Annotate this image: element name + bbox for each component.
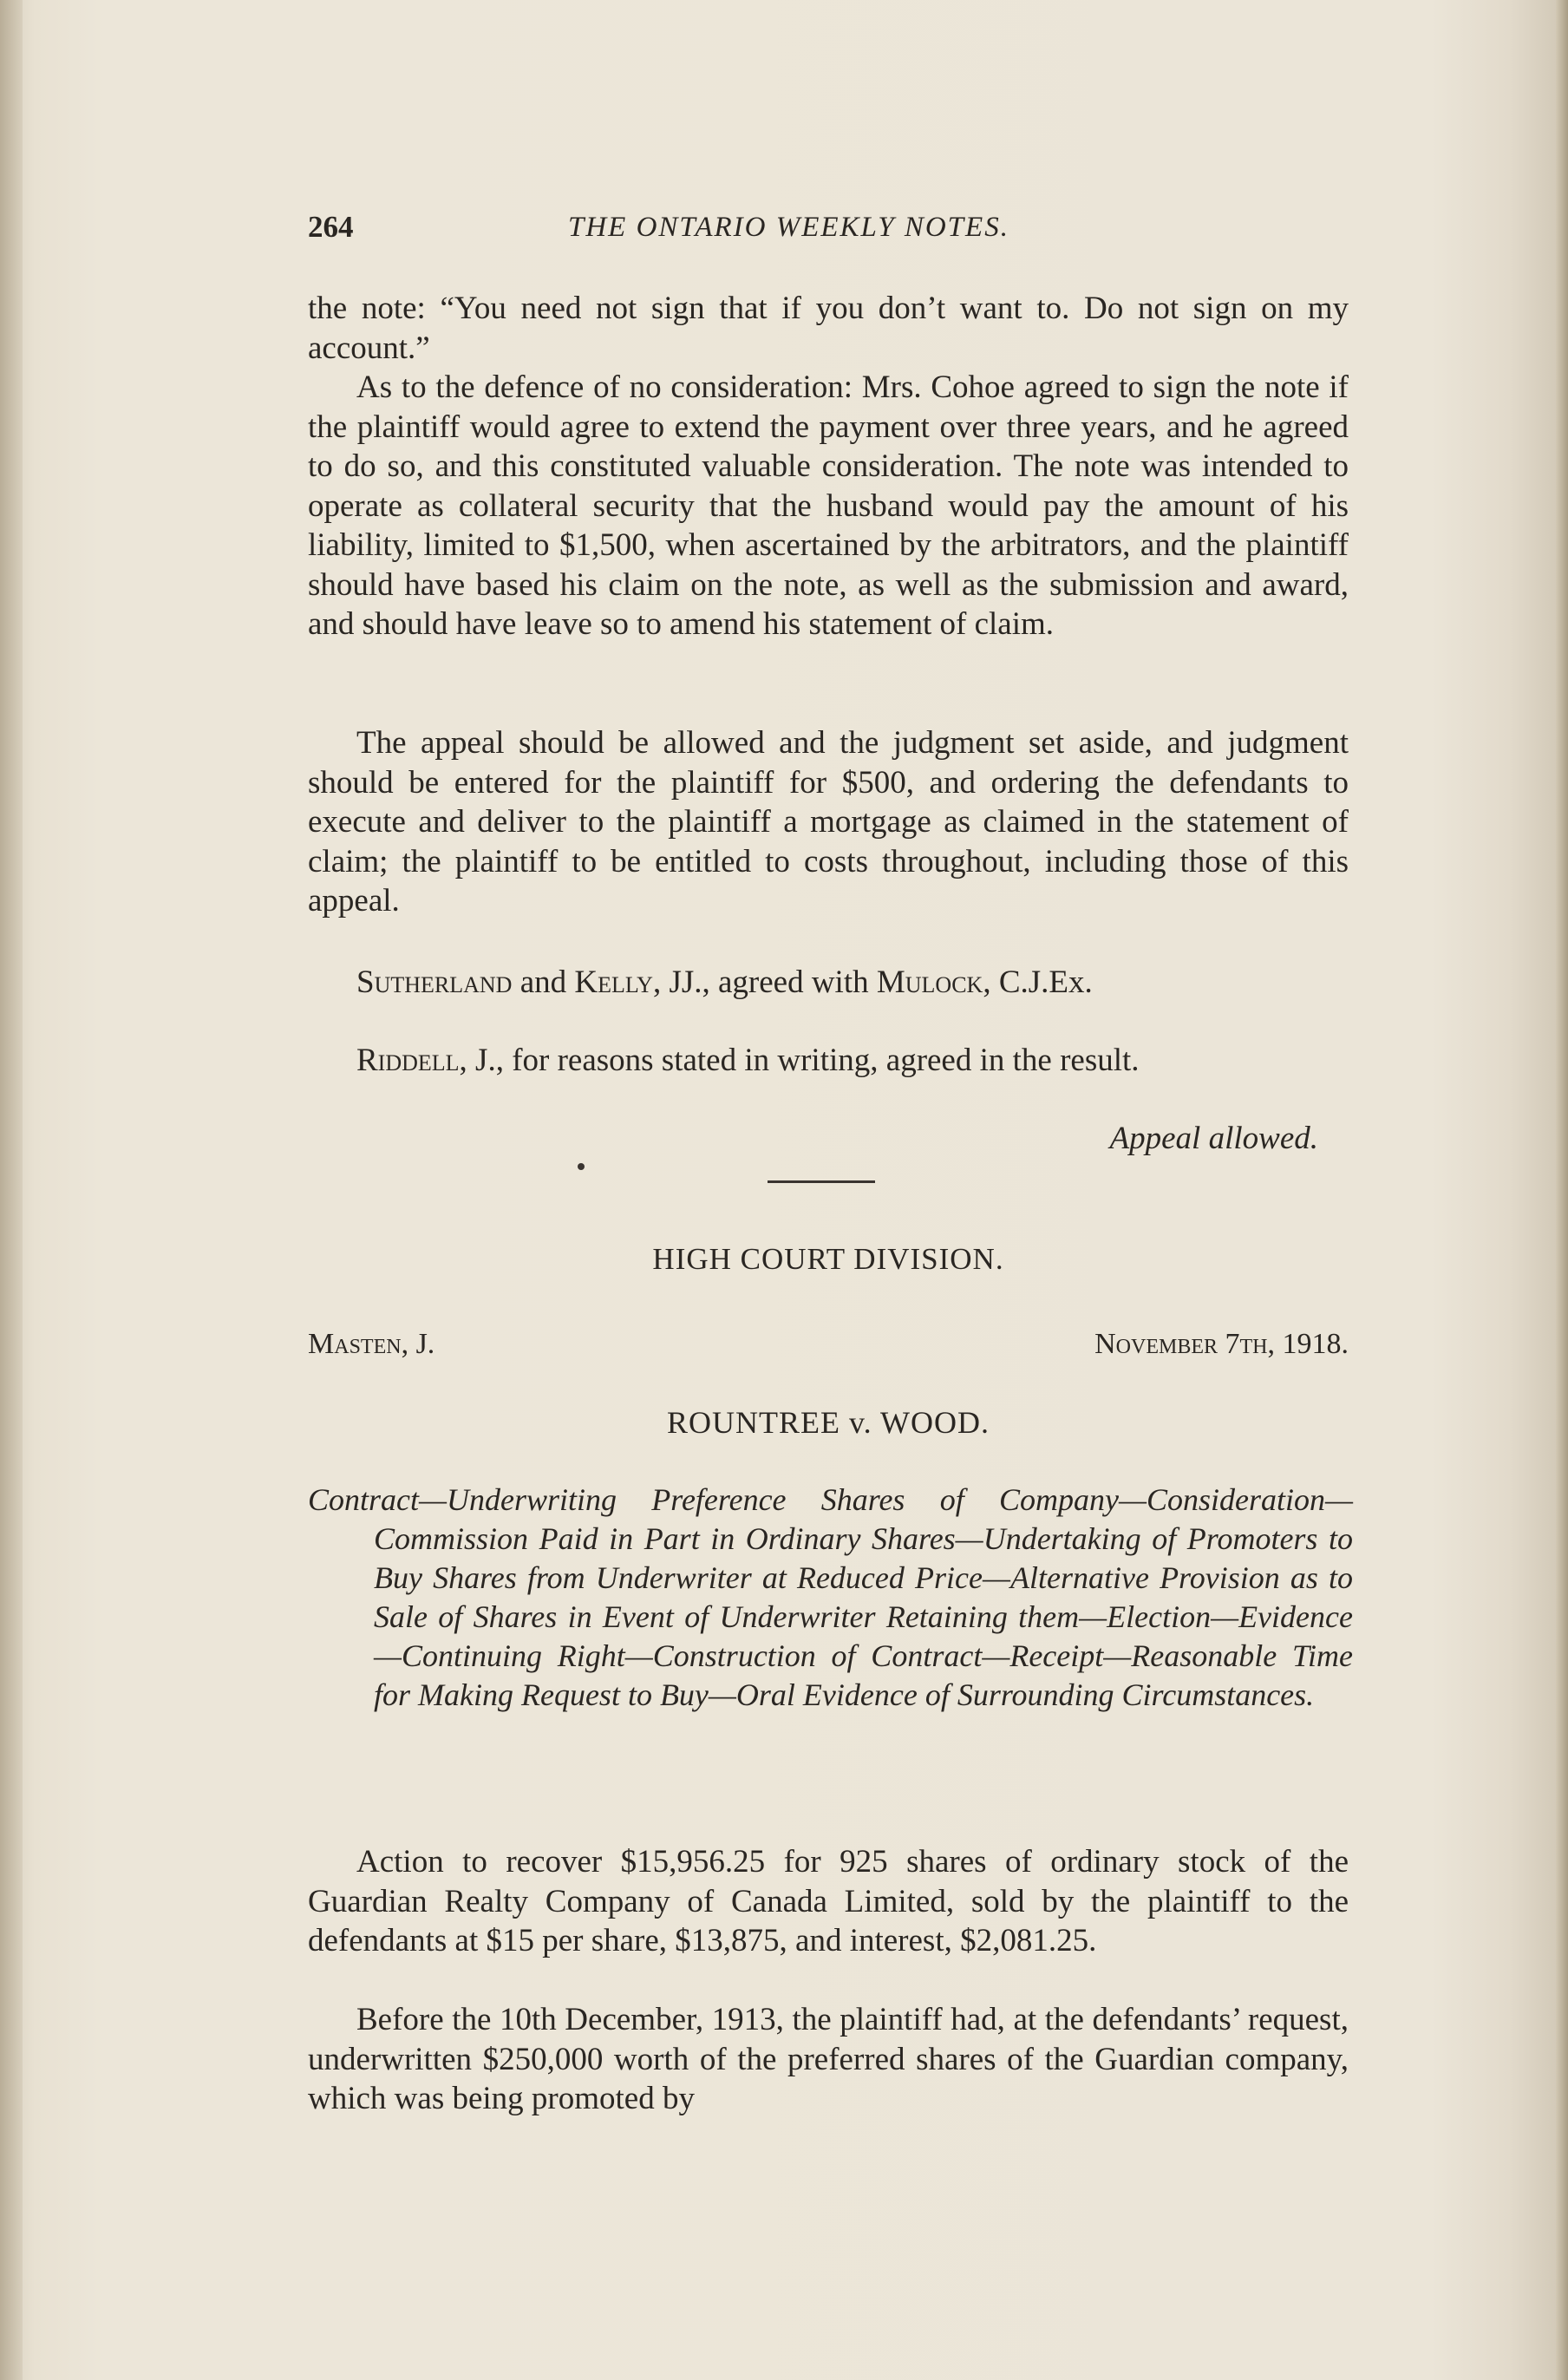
printed-mark: [578, 1163, 585, 1170]
running-title: THE ONTARIO WEEKLY NOTES.: [568, 212, 1009, 243]
section-divider: [768, 1180, 875, 1183]
paragraph-text: The appeal should be allowed and the judgment set aside, and judgment should be entered for the plaintiff for $500, and ordering the defendants to execute and deliver to the plaintiff a mortgage as claimed in the statement of claim; the plaintiff to be entitled to costs throughout, including those of this appeal.: [308, 725, 1349, 919]
title-text: , C.J.Ex.: [983, 964, 1093, 1000]
conjunction: and: [519, 964, 567, 1000]
disposition: Appeal allowed.: [1109, 1121, 1318, 1156]
paragraph-text: Action to recover $15,956.25 for 925 shares of ordinary stock of the Guardian Realty Company of Canada Limited, sold by the plaintiff to the defendants at $15 per share, $13,875, and interest, $2,081.25.: [308, 1844, 1349, 1958]
disposition-line: [308, 1119, 1349, 1159]
judge-suffix: , J.: [401, 1328, 435, 1360]
paragraph-text: Before the 10th December, 1913, the plaintiff had, at the defendants’ request, underwritten $250,000 worth of the preferred shares of the Guardian company, which was being promoted by: [308, 2002, 1349, 2116]
division-heading: HIGH COURT DIVISION.: [652, 1242, 1004, 1276]
case-title: ROUNTREE v. WOOD.: [667, 1405, 990, 1440]
agreement-text: , J., for reasons stated in writing, agreed in the result.: [459, 1043, 1140, 1078]
paragraph-text: the note: “You need not sign that if you don’t want to. Do not sign on my account.”: [308, 291, 1349, 366]
paragraph-text: As to the defence of no consideration: Mrs. Cohoe agreed to sign the note if the plaintiff would agree to extend the payment over three years, and he agreed to do so, and this constituted valuable consideration. The note was intended to operate as collateral security that the husband would pay the amount of his liability, limited to $1,500, when ascertained by the arbitrators, and the plaintiff should have based his claim on the note, as well as the submission and award, and should have leave so to amend his statement of claim.: [308, 369, 1349, 642]
paragraph-consideration: [308, 368, 1349, 644]
judge-name: Mulock: [876, 964, 983, 1000]
agreement-line-2: [308, 1041, 1349, 1081]
paragraph-continuation: [308, 289, 1349, 368]
judge-name: Masten: [308, 1328, 402, 1360]
headnote: Contract—Underwriting Preference Shares of Company—Consideration—Commission Paid in Part in Ordinary Shares—Undertaking of Promoters to Buy Shares from Underwriter at Reduced Price—Alternative Provision as to Sale of Shares in Event of Underwriter Retaining them—Election—Evidence—Continuing Right—Construction of Contract—Receipt—Reasonable Time for Making Request to Buy—Oral Evidence of Surrounding Circumstances.: [308, 1482, 1353, 1712]
judge-name: Sutherland: [356, 964, 513, 1000]
agreement-text: , JJ., agreed with: [652, 964, 869, 1000]
page-gutter: [0, 0, 23, 2380]
judge-name: Kelly: [574, 964, 653, 1000]
judge-name: Riddell: [356, 1043, 460, 1078]
page-edge: [1556, 0, 1568, 2380]
paragraph-judgment: [308, 723, 1349, 921]
case-date: November 7th, 1918.: [1094, 1328, 1349, 1360]
agreement-line-1: [308, 963, 1349, 1003]
paragraph-facts: [308, 2000, 1349, 2119]
page-header: [308, 210, 1366, 248]
page-number: 264: [308, 210, 354, 244]
paragraph-action: [308, 1842, 1349, 1961]
